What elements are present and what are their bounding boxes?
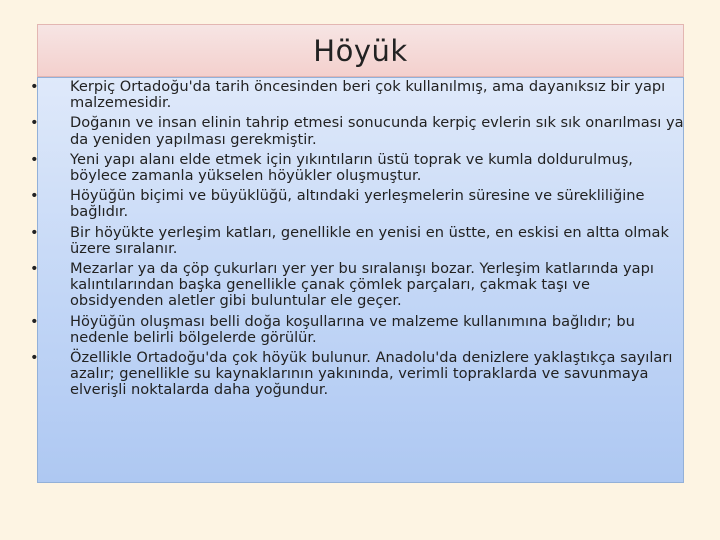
bullet-dot: • [30,78,39,95]
bullet-dot: • [30,114,39,132]
bullet-text: Özellikle Ortadoğu'da çok höyük bulunur. Anadolu'da denizlere yaklaştıkça sayıları azalır; genellikle su kaynaklarının yakınında, verimli topraklarda ve savunmaya elverişli noktalarda daha yoğundur. [70,349,673,399]
bullet-item [17,314,687,346]
bullet-item [17,225,687,257]
bullet-dot: • [30,223,39,241]
bullet-dot: • [30,349,39,367]
bullet-dot: • [30,260,39,278]
bullet-dot: • [30,312,39,330]
bullet-dot: • [30,187,39,205]
bullet-item [17,152,687,184]
bullet-item [17,350,687,399]
bullet-text: Höyüğün oluşması belli doğa koşullarına ve malzeme kullanımına bağlıdır; bu nedenle belirli bölgelerde görülür. [70,312,635,346]
bullet-item [17,115,687,147]
bullet-item [17,261,687,310]
bullet-text: Mezarlar ya da çöp çukurları yer yer bu sıralanışı bozar. Yerleşim katlarında yapı kalıntılarından başka genellikle çanak çömlek parçaları, çakmak taşı ve obsidyenden aletler gibi buluntular ele geçer. [70,260,654,310]
bullet-text: Bir höyükte yerleşim katları, genellikle en yenisi en üstte, en eskisi en altta olmak üzere sıralanır. [70,223,669,257]
bullet-item [17,79,687,111]
bullet-dot: • [30,150,39,168]
bullet-list [17,79,687,403]
bullet-text: Doğanın ve insan elinin tahrip etmesi sonucunda kerpiç evlerin sık sık onarılması ya da yeniden yapılması gerekmiştir. [70,114,684,148]
bullet-text: Yeni yapı alanı elde etmek için yıkıntıların üstü toprak ve kumla doldurulmuş, böylece zamanla yükselen höyükler oluşmuştur. [70,150,633,185]
bullet-text: Kerpiç Ortadoğu'da tarih öncesinden beri çok kullanılmış, ama dayanıksız bir yapı malzemesidir. [70,78,666,112]
slide-title: Höyük [313,33,408,68]
bullet-item [17,188,687,220]
title-box [37,24,684,77]
bullet-text: Höyüğün biçimi ve büyüklüğü, altındaki yerleşmelerin süresine ve sürekliliğine bağlıdır. [70,187,645,221]
